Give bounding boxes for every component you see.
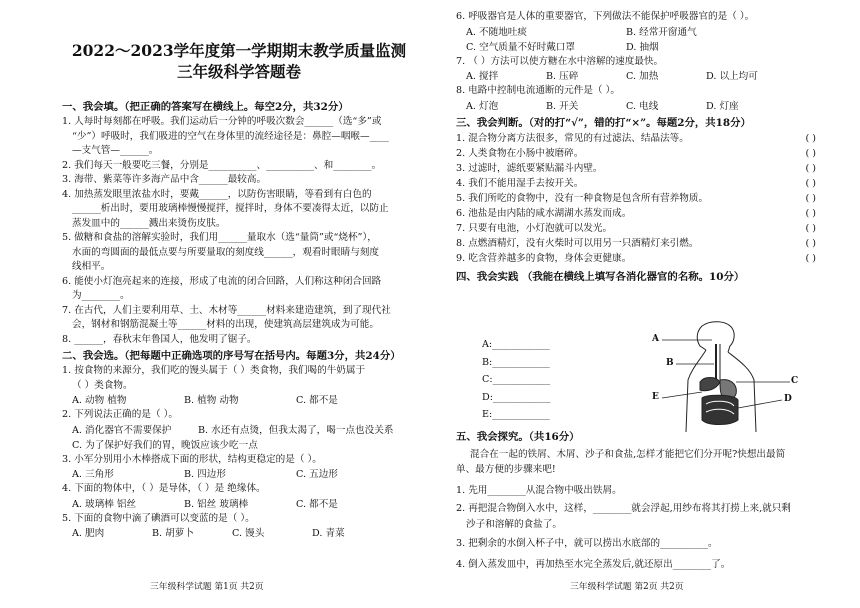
organ-blank-list bbox=[482, 336, 551, 424]
question-text: 蒸发皿中的______溅出来烫伤皮肤。 bbox=[72, 217, 226, 229]
section-fill-heading: 一、我会填。（把正确的答案写在横线上。每空2分，共32分） bbox=[62, 101, 349, 113]
question-text: 2. 下列说法正确的是（ ）。 bbox=[62, 409, 178, 420]
question-text: “少”）呼吸时，我们吸进的空气在身体里的流经途径是：鼻腔—咽喉—____ bbox=[72, 130, 389, 142]
explore-prompt: 单、最方便的步骤来吧! bbox=[456, 463, 556, 475]
option: C. 为了保护好我们的胃，晚饭应该少吃一点 bbox=[72, 439, 258, 451]
page-2 bbox=[430, 0, 860, 608]
question-text: 会，钢材和钢筋混凝土等______材料的出现，使建筑高层建筑成为可能。 bbox=[72, 319, 379, 330]
option: C. 都不是 bbox=[296, 498, 338, 510]
answer-paren: ( ) bbox=[805, 162, 816, 174]
option-row bbox=[62, 393, 416, 408]
option: C. 都不是 bbox=[296, 395, 338, 406]
judge-text: 4. 我们不能用湿手去按开关。 bbox=[456, 177, 584, 189]
section-explore-heading: 五、我会探究。（共16分） bbox=[456, 431, 580, 443]
organ-blank[interactable]: A:____________ bbox=[482, 339, 550, 350]
explore-prompt: 混合在一起的铁屑、木屑、沙子和食盐,怎样才能把它们分开呢?快想出最简 bbox=[470, 449, 786, 460]
question-text: 6. 呼吸器官是人体的重要器官，下列做法不能保护呼吸器官的是（ ）。 bbox=[456, 11, 755, 22]
judge-item bbox=[456, 206, 820, 221]
exam-title: 2022～2023学年度第一学期期末教学质量监测 bbox=[71, 41, 407, 60]
judge-text: 2. 人类食物在小肠中被磨碎。 bbox=[456, 147, 584, 159]
option: A. 消化器官不需要保护 bbox=[72, 424, 172, 436]
option-row bbox=[62, 497, 416, 512]
judge-item bbox=[456, 131, 820, 146]
option-row bbox=[456, 40, 820, 55]
option-row bbox=[62, 438, 416, 453]
judge-item bbox=[456, 191, 820, 206]
answer-paren: ( ) bbox=[805, 237, 816, 249]
option: D. 灯座 bbox=[706, 100, 739, 112]
question-text: 1. 人每时每刻都在呼吸。我们运动后一分钟的呼吸次数会______（选“多”或 bbox=[62, 116, 382, 127]
section-practice-heading: 四、我会实践 （我能在横线上填写各消化器官的名称。10分） bbox=[456, 270, 745, 283]
section-judge-heading: 三、我会判断。（对的打“√”，错的打“×”。每题2分，共18分） bbox=[456, 116, 751, 129]
question-text: 6. 能使小灯泡亮起来的连接，形成了电流的闭合回路，人们称这种闭合回路 bbox=[62, 275, 382, 287]
explore-step: 沙子和溶解的食盐了。 bbox=[466, 519, 562, 530]
question-text: 8. 电路中控制电流通断的元件是（ ）。 bbox=[456, 85, 620, 96]
question-text: 3. 小军分别用小木棒搭成下面的形状，结构更稳定的是（ ）。 bbox=[62, 453, 322, 465]
question-text: 线相平。 bbox=[72, 261, 111, 272]
option: A. 搅拌 bbox=[466, 71, 499, 82]
digestive-system-diagram bbox=[650, 320, 800, 438]
question-text: 8. ______，春秋末年鲁国人，他发明了锯子。 bbox=[62, 333, 257, 345]
option: D. 抽烟 bbox=[626, 41, 659, 53]
option: B. 铝丝 玻璃棒 bbox=[184, 498, 249, 510]
option: A. 玻璃棒 铝丝 bbox=[72, 498, 137, 510]
option-row bbox=[62, 467, 416, 482]
judge-text: 1. 混合物分离方法很多，常见的有过滤法、结晶法等。 bbox=[456, 132, 689, 144]
exam-subtitle: 三年级科学答题卷 bbox=[176, 62, 301, 81]
judge-item bbox=[456, 221, 820, 236]
explore-step: 3. 把剩余的水倒入杯子中，就可以捞出水底部的__________。 bbox=[456, 538, 718, 549]
question-text: 4. 下面的物体中，（ ）是导体，（ ）是 绝缘体。 bbox=[62, 483, 266, 494]
diagram-label-c: C bbox=[791, 376, 799, 386]
option: A. 动物 植物 bbox=[72, 395, 127, 406]
option: A. 灯泡 bbox=[466, 100, 499, 112]
answer-paren: ( ) bbox=[805, 252, 816, 264]
page-footer: 三年级科学试题 第1页 共2页 bbox=[150, 582, 264, 592]
diagram-label-e: E bbox=[652, 392, 659, 402]
judge-text: 8. 点燃酒精灯，没有火柴时可以用另一只酒精灯来引燃。 bbox=[456, 237, 699, 249]
option: B. 经常开窗通气 bbox=[626, 26, 697, 38]
option: B. 压碎 bbox=[546, 71, 579, 82]
option: C. 加热 bbox=[626, 71, 659, 82]
organ-blank[interactable]: C:____________ bbox=[482, 374, 551, 385]
option-row bbox=[62, 423, 416, 438]
answer-paren: ( ) bbox=[805, 177, 816, 189]
option: B. 水还有点烫，但我太渴了，喝一点也没关系 bbox=[198, 424, 394, 436]
judge-text: 7. 只要有电池，小灯泡就可以发光。 bbox=[456, 222, 613, 234]
diagram-label-b: B bbox=[666, 358, 674, 368]
organ-blank[interactable]: B:____________ bbox=[482, 356, 550, 368]
option: B. 植物 动物 bbox=[184, 395, 239, 406]
option: A. 三角形 bbox=[72, 469, 114, 480]
question-text: 5. 做糖和食盐的溶解实验时，我们用______量取水（选“量筒”或“烧杯”）， bbox=[62, 232, 377, 243]
option: D. 以上均可 bbox=[706, 71, 758, 82]
question-text: 为________。 bbox=[72, 290, 130, 301]
option: A. 肥肉 bbox=[72, 528, 105, 539]
question-text: 2. 我们每天一般要吃三餐，分别是__________、__________、和________。 bbox=[62, 159, 382, 171]
diagram-label-d: D bbox=[784, 394, 792, 404]
judge-item bbox=[456, 251, 820, 266]
option-row bbox=[456, 69, 820, 84]
answer-paren: ( ) bbox=[805, 192, 816, 204]
organ-blank[interactable]: E:____________ bbox=[482, 409, 550, 420]
option: B. 胡萝卜 bbox=[152, 528, 194, 539]
question-text: 7. 在古代，人们主要利用草、土、木材等______材料来建造建筑，到了现代社 bbox=[62, 304, 391, 316]
judge-text: 6. 池盐是由内陆的咸水湖湖水蒸发而成。 bbox=[456, 207, 632, 219]
question-text: 3. 海带、紫菜等许多海产品中含______最较高。 bbox=[62, 174, 267, 185]
answer-paren: ( ) bbox=[805, 147, 816, 159]
question-text: ______析出时，要用玻璃棒慢慢搅拌，搅拌时，身体不要凑得太近，以防止 bbox=[72, 203, 389, 214]
answer-paren: ( ) bbox=[805, 207, 816, 219]
judge-item bbox=[456, 176, 820, 191]
option: C. 电线 bbox=[626, 100, 659, 112]
question-text: 水面的弯圆面的最低点要与所要量取的刻度线______，观看时眼睛与刻度 bbox=[72, 246, 379, 258]
option-row bbox=[456, 25, 820, 40]
judge-text: 5. 我们所吃的食物中，没有一种食物是包含所有营养物质。 bbox=[456, 192, 709, 204]
organ-blank[interactable]: D:____________ bbox=[482, 391, 551, 403]
answer-paren: ( ) bbox=[805, 132, 816, 144]
option: A. 不随地吐痰 bbox=[466, 26, 527, 38]
explore-step: 4. 倒入蒸发皿中，再加热至水完全蒸发后,就还原出________了。 bbox=[456, 559, 731, 570]
option: D. 青菜 bbox=[312, 528, 345, 539]
question-text: 7. （ ）方法可以使方糖在水中溶解的速度最快。 bbox=[456, 55, 664, 67]
option: B. 开关 bbox=[546, 100, 579, 112]
option: C. 馒头 bbox=[232, 528, 265, 539]
explore-section bbox=[456, 428, 830, 575]
page-footer: 三年级科学试题 第2页 共2页 bbox=[570, 582, 684, 592]
judge-item bbox=[456, 236, 820, 251]
judge-item bbox=[456, 146, 820, 161]
question-text: 1. 按食物的来源分，我们吃的馒头属于（ ）类食物，我们喝的牛奶属于 bbox=[62, 365, 366, 376]
question-text: 5. 下面的食物中滴了碘酒可以变蓝的是（ ）。 bbox=[62, 512, 255, 524]
judge-text: 9. 吃含营养越多的食物，身体会更健康。 bbox=[456, 252, 632, 264]
diagram-label-a: A bbox=[652, 334, 659, 344]
judge-item bbox=[456, 161, 820, 176]
answer-paren: ( ) bbox=[805, 222, 816, 234]
judge-text: 3. 过滤时，滤纸要紧贴漏斗内壁。 bbox=[456, 162, 603, 174]
option: C. 五边形 bbox=[296, 469, 338, 480]
digestive-system-illustration bbox=[650, 320, 800, 438]
explore-step: 1. 先用________从混合物中吸出铁屑。 bbox=[456, 485, 622, 496]
section-choice-heading: 二、我会选。（把每题中正确选项的序号写在括号内。每题3分，共24分） bbox=[62, 350, 401, 362]
option-row bbox=[456, 99, 820, 114]
option-row bbox=[62, 526, 416, 541]
question-text: —支气管—______。 bbox=[72, 145, 159, 156]
question-text: （ ）类食物。 bbox=[72, 379, 133, 391]
option: B. 四边形 bbox=[184, 469, 226, 480]
question-text: 4. 加热蒸发眼里浓盐水时，要戴______，以防伤害眼睛，等看到有白色的 bbox=[62, 188, 372, 200]
option: C. 空气质量不好时戴口罩 bbox=[466, 41, 576, 53]
explore-step: 2. 再把混合物倒入水中，这样，________就会浮起,用纱布将其打捞上来,就只剩 bbox=[456, 503, 791, 514]
